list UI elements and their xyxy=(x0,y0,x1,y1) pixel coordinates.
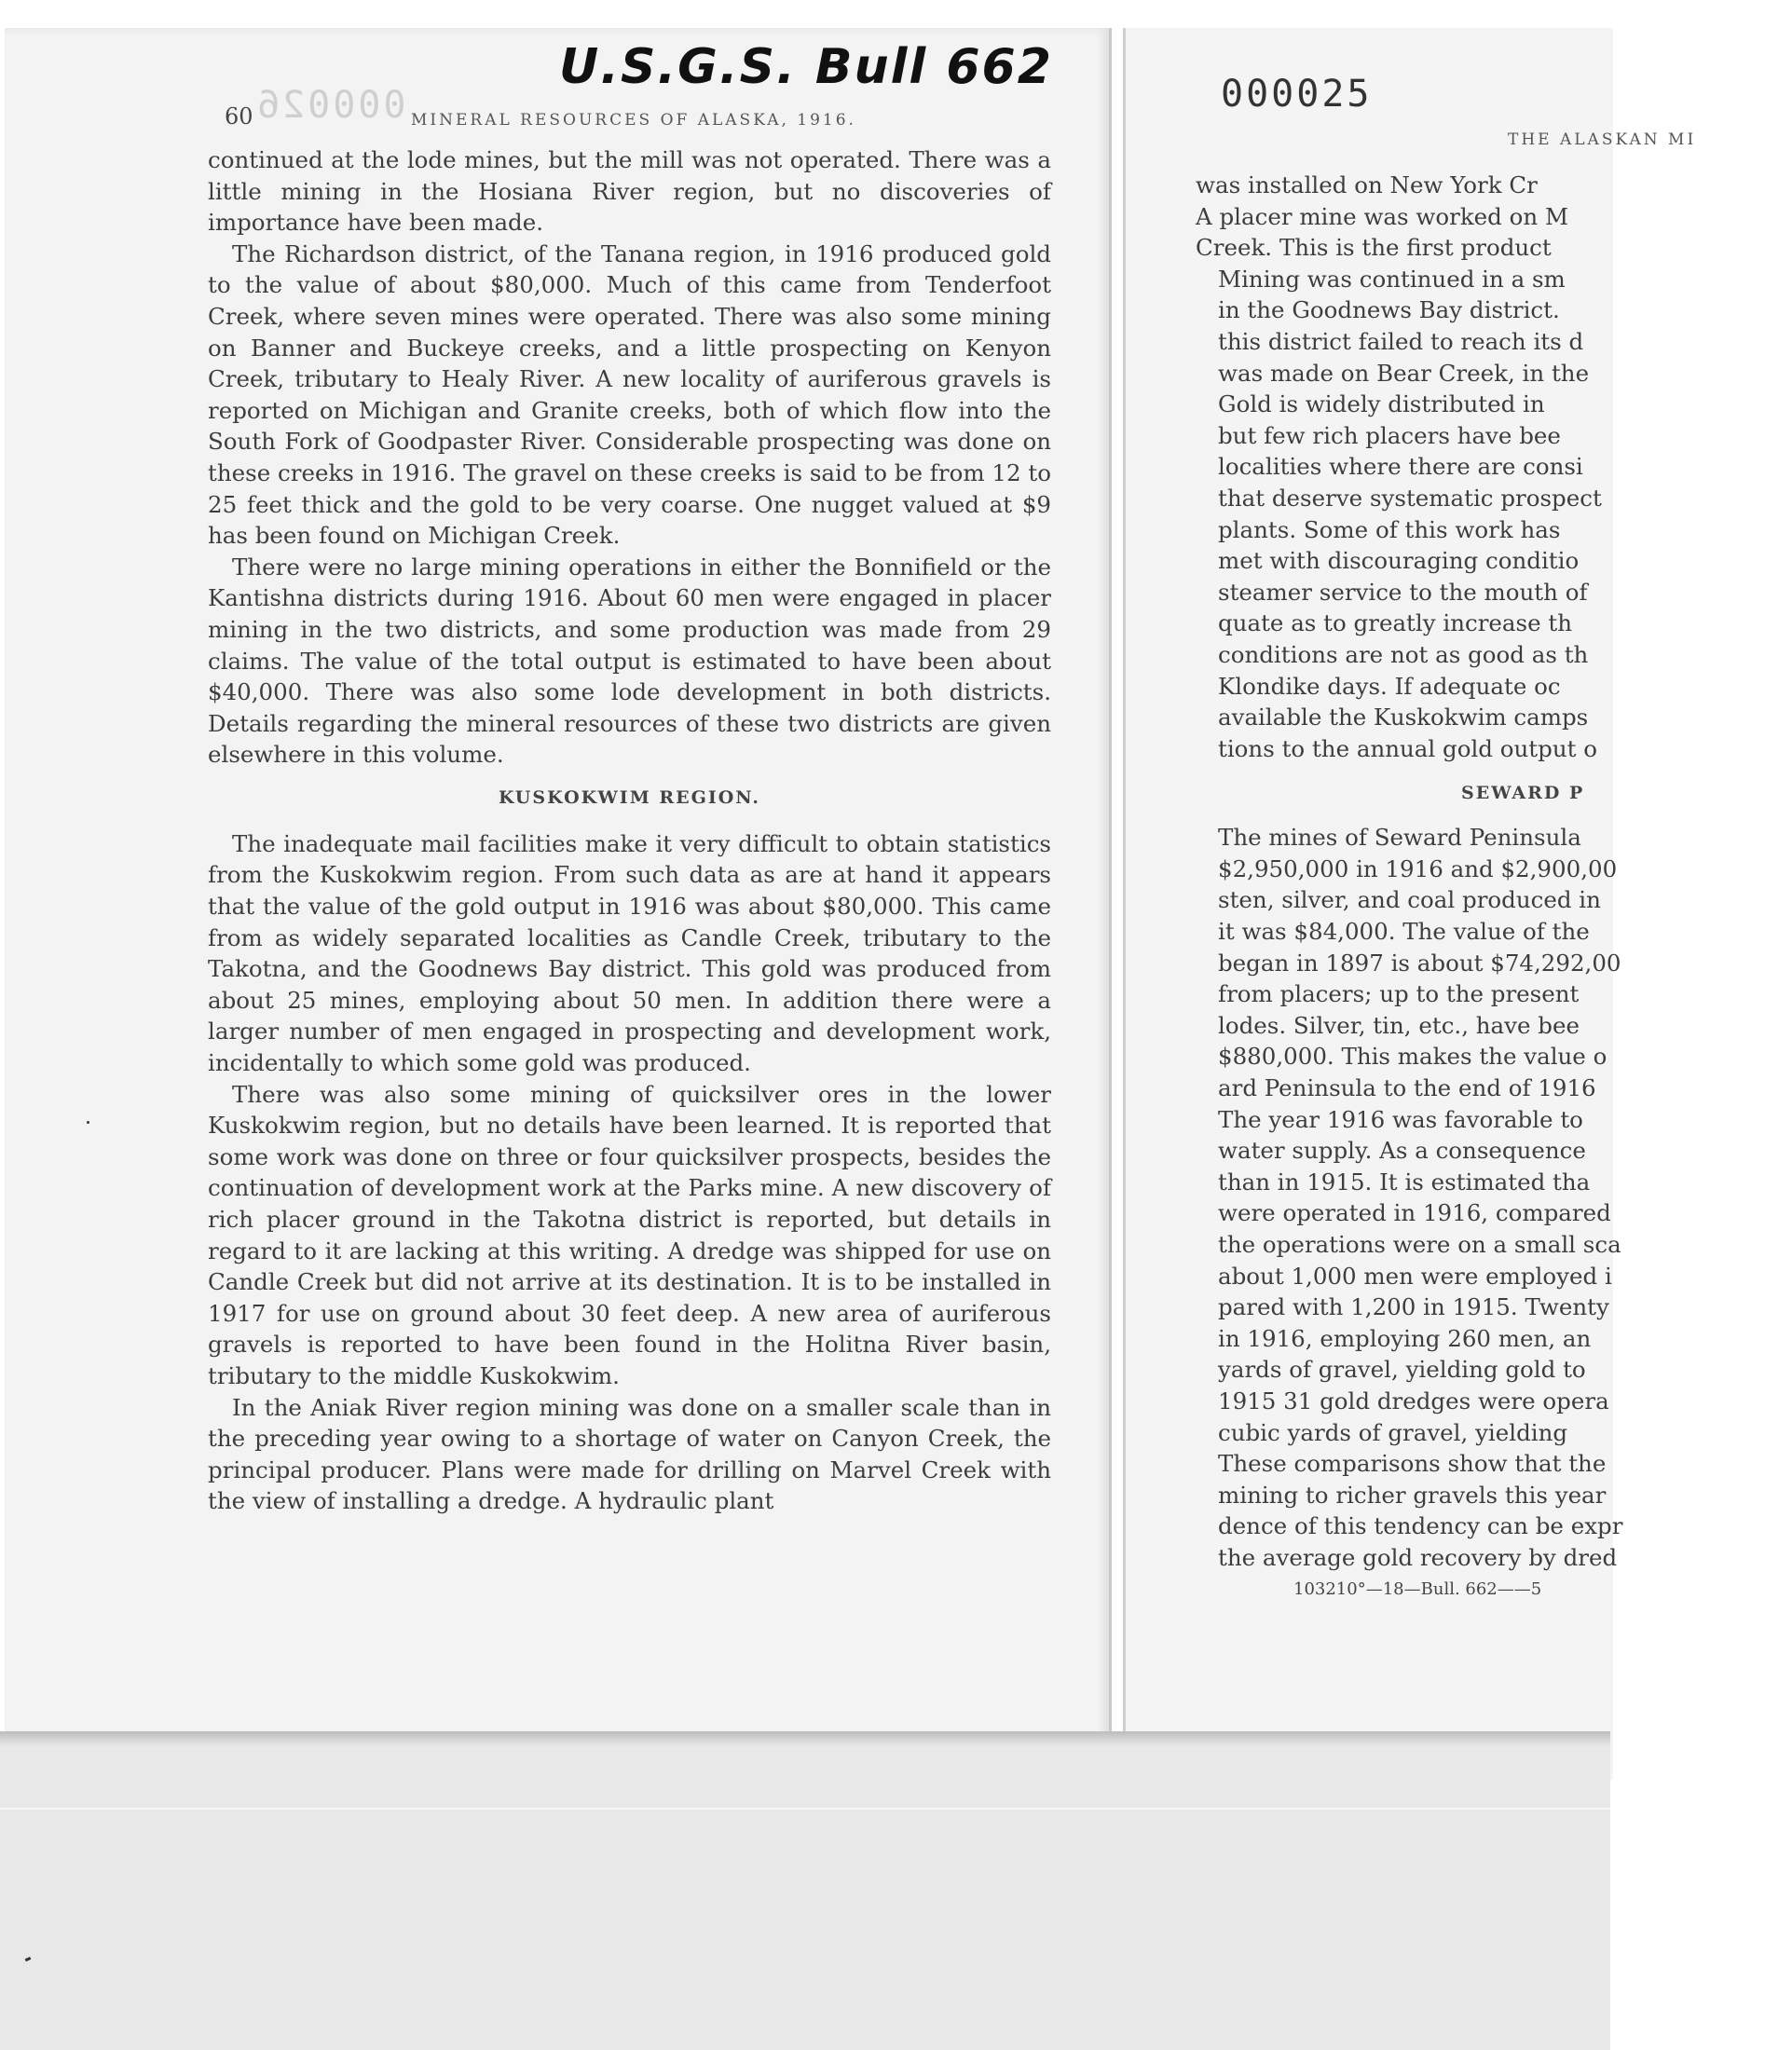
left-page xyxy=(5,28,1112,1742)
paragraph: Mining was continued in a sm in the Goodnews Bay district. this district failed to reach its d was made on Bear Creek, in the xyxy=(1218,265,1590,387)
paragraph: was installed on New York Cr A placer mine was worked on M Creek. This is the first product xyxy=(1196,171,1569,262)
right-page-body xyxy=(1196,130,1792,1599)
paragraph: The inadequate mail facilities make it very difficult to obtain statistics from the Kuskokwim region. From such data as are at hand it appears that the value of the gold output in 1916 was about $80,000. This came from as widely separated localities as Candle Creek, tributary to the Takotna, and the Goodnews Bay district. This gold was produced from about 25 mines, employing about 50 men. In addition there were a larger number of men engaged in prospecting and development work, incidentally to which some gold was produced. xyxy=(208,829,1051,1077)
paragraph: continued at the lode mines, but the mill was not operated. There was a little mining in the Hosiana River region, but no discoveries of importance have been made. xyxy=(208,146,1051,237)
section-heading: SEWARD P xyxy=(1461,783,1585,804)
scanner-line xyxy=(0,1808,1610,1810)
paragraph: The Richardson district, of the Tanana region, in 1916 produced gold to the value of about $80,000. Much of this came from Tenderfoot Creek, where seven mines were operated. There was also some mining on Banner and Buckeye creeks, and a little prospecting on Kenyon Creek, tributary to Healy River. A new locality of auriferous gravels is reported on Michigan and Granite creeks, both of which flow into the South Fork of Goodpaster River. Considerable prospecting was done on these creeks in 1916. The gravel on these creeks is said to be from 12 to 25 feet thick and the gold to be very coarse. One nugget valued at $9 has been found on Michigan Creek. xyxy=(208,239,1051,550)
paragraph: There was also some mining of quicksilver ores in the lower Kuskokwim region, but no details have been learned. It is reported that some work was done on three or four quicksilver prospects, besides the continuation of development work at the Parks mine. A new discovery of rich placer ground in the Takotna district is reported, but details in regard to it are lacking at this writing. A dredge was shipped for use on Candle Creek but did not arrive at its destination. It is to be installed in 1917 for use on ground about 30 feet deep. A new area of auriferous gravels is reported to have been found in the Holitna River basin, tributary to the middle Kuskokwim. xyxy=(208,1080,1051,1389)
page-footer: 103210°—18—Bull. 662——5 xyxy=(1293,1578,1542,1599)
paragraph: In the Aniak River region mining was done on a smaller scale than in the preceding year owing to a shortage of water on Canyon Creek, the principal producer. Plans were made for drilling on Marvel Creek with the view of installing a dredge. A hydraulic plant xyxy=(208,1393,1051,1515)
handwritten-label: U.S.G.S. Bull 662 xyxy=(559,39,1053,95)
page-number: 60 xyxy=(225,103,253,130)
page-edge-shadow xyxy=(0,1731,1610,1746)
paragraph: The year 1916 was favorable to water supply. As a consequence than in 1915. It is estimated tha were operated in 1916, compared the operations were on a small sca about 1,000 men were employed i pared with 1,200 in 1915. Twenty in 1916, employing 260 men, an yards of gravel, yielding gold to 1915 31 gold dredges were opera cubic yards of gravel, yielding These comparisons show that the mining to richer gravels this year dence of this tendency can be expr the average gold recovery by dred xyxy=(1218,1105,1623,1571)
ghost-stamp-number: 000026 xyxy=(254,84,406,127)
paragraph: Gold is widely distributed in but few rich placers have bee localities where there are consi that deserve systematic prospect plants. Some of this work has met with discouraging conditio steamer service to the mouth of quate as to greatly increase th conditions are not as good as th Klondike days. If adequate oc available the Kuskokwim camps tions to the annual gold output o xyxy=(1218,390,1602,762)
scanner-bottom-band xyxy=(0,1731,1610,2050)
right-page xyxy=(1123,28,1697,1780)
scan-speck xyxy=(87,1121,89,1124)
paragraph: There were no large mining operations in either the Bonnifield or the Kantishna districts during 1916. About 60 men were engaged in placer mining in the two districts, and some production was made from 29 claims. The value of the total output is estimated to have been about $40,000. There was also some lode development in both districts. Details regarding the mineral resources of these two districts are given elsewhere in this volume. xyxy=(208,553,1051,769)
running-title: MINERAL RESOURCES OF ALASKA, 1916. xyxy=(411,111,856,130)
right-running-head: THE ALASKAN MI xyxy=(1508,130,1697,149)
paragraph: The mines of Seward Peninsula $2,950,000 in 1916 and $2,900,00 sten, silver, and coal produced in it was $84,000. The value of the began in 1897 is about $74,292,00 from placers; up to the present lodes. Silver, tin, etc., have bee $880,000. This makes the value o ard Peninsula to the end of 1916 xyxy=(1218,824,1621,1102)
section-heading: KUSKOKWIM REGION. xyxy=(498,786,761,808)
stamp-number: 000025 xyxy=(1221,73,1373,116)
